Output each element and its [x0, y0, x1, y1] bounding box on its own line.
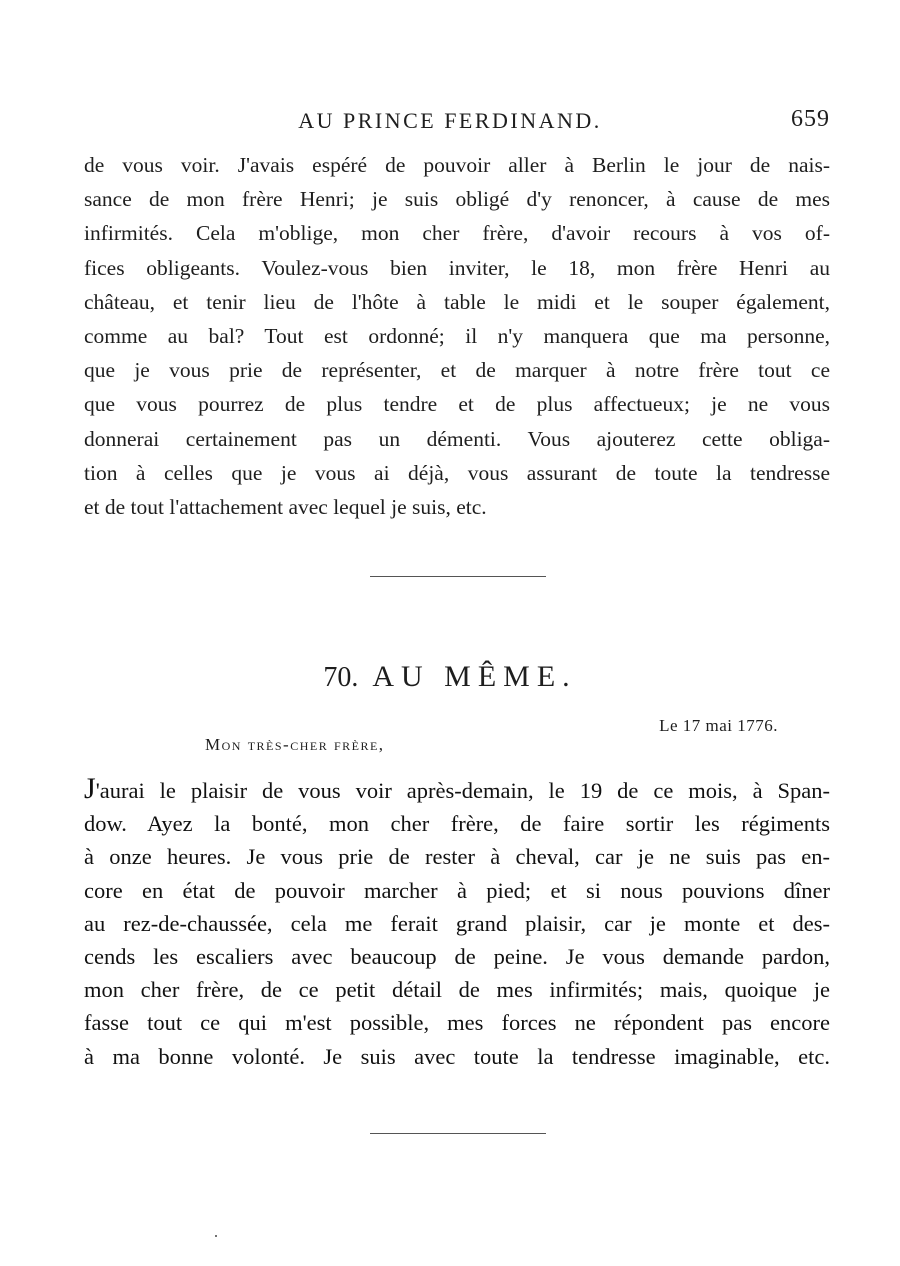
text-line: à ma bonne volonté. Je suis avec toute la tendresse imaginable, etc.	[84, 1043, 830, 1069]
text-line: au rez-de-chaussée, cela me ferait grand plaisir, car je monte et des-	[84, 910, 830, 936]
letter-salutation: Mon très-cher frère,	[205, 735, 385, 754]
text-line: dow. Ayez la bonté, mon cher frère, de faire sortir les régiments	[84, 811, 830, 837]
continuation-paragraph	[84, 148, 830, 524]
text-line: sance de mon frère Henri; je suis obligé d'y renoncer, à cause de mes	[84, 187, 830, 212]
text-line	[84, 774, 830, 807]
section-divider	[370, 1133, 546, 1134]
text-line: cends les escaliers avec beaucoup de peine. Je vous demande pardon,	[84, 944, 830, 970]
section-divider	[370, 576, 546, 577]
text-line: donnerai certainement pas un démenti. Vous ajouterez cette obliga-	[84, 426, 830, 451]
text-line: à onze heures. Je vous prie de rester à cheval, car je ne suis pas en-	[84, 844, 830, 870]
text-line: que vous pourrez de plus tendre et de plus affectueux; je ne vous	[84, 392, 830, 417]
text-line: comme au bal? Tout est ordonné; il n'y manquera que ma personne,	[84, 324, 830, 349]
letter-body	[84, 774, 830, 1073]
text-line: mon cher frère, de ce petit détail de mes infirmités; mais, quoique je	[84, 977, 830, 1003]
text-line: fasse tout ce qui m'est possible, mes forces ne répondent pas encore	[84, 1010, 830, 1036]
drop-capital: J	[84, 772, 96, 805]
text-line: que je vous prie de représenter, et de marquer à notre frère tout ce	[84, 358, 830, 383]
running-title: AU PRINCE FERDINAND.	[298, 108, 602, 133]
text-line: et de tout l'attachement avec lequel je suis, etc.	[84, 495, 487, 520]
letter-date: Le 17 mai 1776.	[659, 716, 778, 735]
print-speck	[215, 1235, 217, 1237]
text-line: fices obligeants. Voulez-vous bien inviter, le 18, mon frère Henri au	[84, 255, 830, 280]
page-number: 659	[791, 106, 830, 132]
text-line: château, et tenir lieu de l'hôte à table le midi et le souper également,	[84, 289, 830, 314]
letter-heading	[0, 660, 900, 694]
letter-title: AU MÊME.	[372, 660, 577, 693]
text-line: infirmités. Cela m'oblige, mon cher frère, d'avoir recours à vos of-	[84, 221, 830, 246]
text-line: core en état de pouvoir marcher à pied; et si nous pouvions dîner	[84, 877, 830, 903]
text-line: tion à celles que je vous ai déjà, vous assurant de toute la tendresse	[84, 460, 830, 485]
running-head	[0, 104, 900, 140]
text-line: de vous voir. J'avais espéré de pouvoir aller à Berlin le jour de nais-	[84, 153, 830, 177]
letter-number: 70.	[323, 662, 359, 693]
first-line-text: 'aurai le plaisir de vous voir après-demain, le 19 de ce mois, à Span-	[95, 778, 830, 803]
